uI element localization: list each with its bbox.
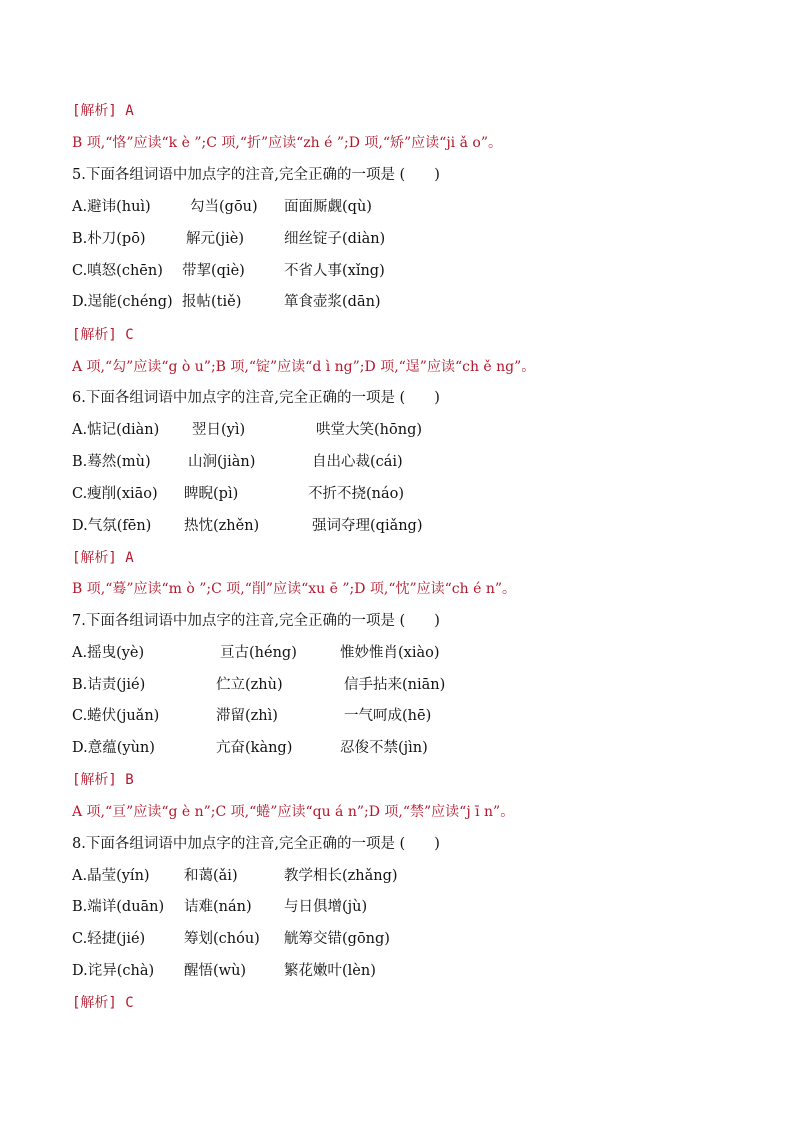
option-word: B.诘责(jié) [72,677,146,693]
option-word: 繁花嫩叶(lèn) [284,963,376,979]
option-word: B.朴刀(pō) [72,231,146,247]
option-word: 山涧(jiàn) [188,454,256,470]
analysis-label: [解析] A [72,550,134,566]
option-word: 面面厮觑(qù) [284,199,372,215]
option-word: 不折不挠(náo) [308,486,405,502]
option-word: B.蓦然(mù) [72,454,151,470]
option-word: C.瘦削(xiāo) [72,486,158,502]
option-word: 惟妙惟肖(xiào) [340,645,440,661]
option-word: 翌日(yì) [192,422,246,438]
option-word: 勾当(gōu) [190,199,258,215]
option-word: 教学相长(zhǎng) [284,868,398,884]
option-word: D.意蕴(yùn) [72,740,155,756]
option-word: 亢奋(kàng) [216,740,293,756]
option-word: 哄堂大笑(hōng) [316,422,423,438]
option-word: 强词夺理(qiǎng) [312,518,423,534]
option-word: 筹划(chóu) [184,931,260,947]
option-word: 箪食壶浆(dān) [284,294,381,310]
option-word: 忍俊不禁(jìn) [340,740,428,756]
analysis-label: [解析] A [72,103,134,119]
option-word: 觥筹交错(gōng) [284,931,390,947]
option-word: C.轻捷(jié) [72,931,146,947]
analysis-label: [解析] C [72,327,134,343]
option-word: C.嗔怒(chēn) [72,263,163,279]
option-word: 一气呵成(hē) [344,708,432,724]
option-word: 细丝锭子(diàn) [284,231,386,247]
question-stem: 7.下面各组词语中加点字的注音,完全正确的一项是 ( ) [72,613,440,629]
option-word: C.蜷伏(juǎn) [72,708,160,724]
option-word: A.惦记(diàn) [72,422,160,438]
option-word: A.摇曳(yè) [72,645,145,661]
option-word: 睥睨(pì) [184,486,239,502]
option-word: 和蔼(ǎi) [184,868,238,884]
option-word: 与日俱增(jù) [284,899,368,915]
option-word: 醒悟(wù) [184,963,247,979]
option-word: 伫立(zhù) [216,677,283,693]
question-stem: 5.下面各组词语中加点字的注音,完全正确的一项是 ( ) [72,167,440,183]
analysis-text: B 项,“恪”应读“k è ”;C 项,“折”应读“zh é ”;D 项,“矫”应读“ji ǎ o”。 [72,135,502,151]
option-word: 诘难(nán) [184,899,252,915]
option-word: 解元(jiè) [186,231,245,247]
option-word: D.诧异(chà) [72,963,155,979]
option-word: 亘古(héng) [220,645,297,661]
option-word: A.晶莹(yín) [72,868,150,884]
option-word: D.逞能(chéng) [72,294,173,310]
option-word: 滞留(zhì) [216,708,278,724]
analysis-text: A 项,“亘”应读“g è n”;C 项,“蜷”应读“qu á n”;D 项,“禁”应读“j ī n”。 [72,804,515,820]
option-word: 信手拈来(niān) [344,677,446,693]
option-word: 自出心裁(cái) [312,454,403,470]
question-stem: 6.下面各组词语中加点字的注音,完全正确的一项是 ( ) [72,390,440,406]
analysis-text: A 项,“勾”应读“g ò u”;B 项,“锭”应读“d ì ng”;D 项,“逞”应读“ch ě ng”。 [72,359,536,375]
analysis-text: B 项,“蓦”应读“m ò ”;C 项,“削”应读“xu ē ”;D 项,“忱”应读“ch é n”。 [72,581,517,597]
question-stem: 8.下面各组词语中加点字的注音,完全正确的一项是 ( ) [72,836,440,852]
option-word: D.气氛(fēn) [72,518,152,534]
option-word: 不省人事(xǐng) [284,263,385,279]
option-word: 带挈(qiè) [182,263,245,279]
option-word: A.避讳(huì) [72,199,151,215]
analysis-label: [解析] B [72,772,134,788]
option-word: B.端详(duān) [72,899,165,915]
analysis-label: [解析] C [72,995,134,1011]
option-word: 热忱(zhěn) [184,518,260,534]
option-word: 报帖(tiě) [182,294,242,310]
